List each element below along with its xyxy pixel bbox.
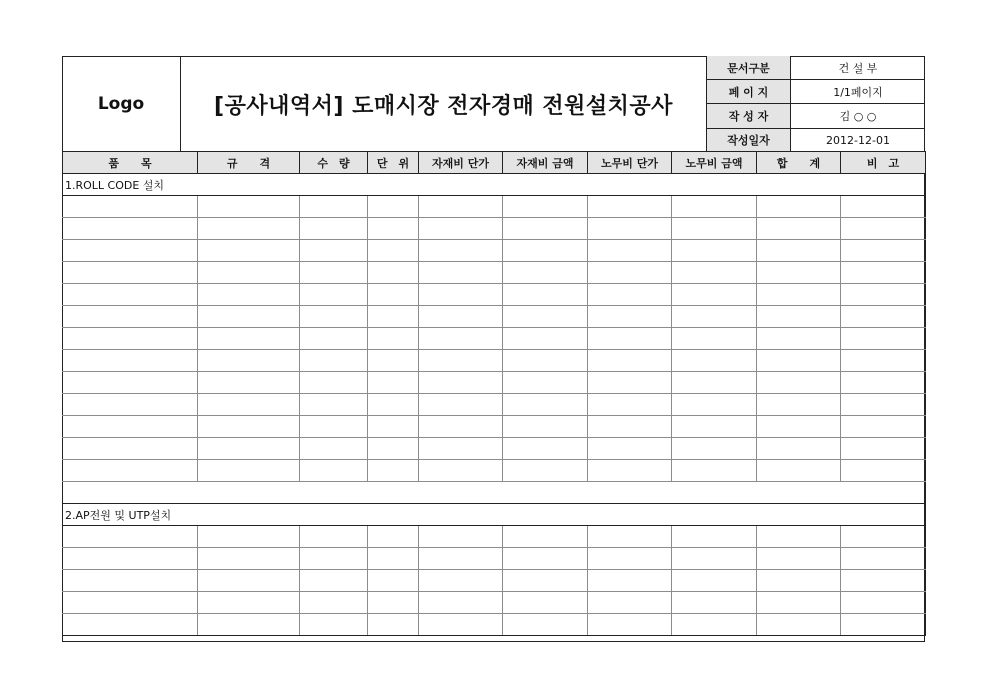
table-cell <box>588 570 672 592</box>
info-value: 1/1페이지 <box>791 80 926 104</box>
column-header-row <box>63 152 926 174</box>
table-cell <box>419 284 503 306</box>
table-cell <box>368 262 419 284</box>
table-cell <box>672 306 757 328</box>
table-cell <box>588 592 672 614</box>
table-cell <box>63 460 198 482</box>
table-cell <box>198 306 300 328</box>
table-cell <box>841 284 926 306</box>
table-cell <box>588 372 672 394</box>
table-cell <box>672 240 757 262</box>
table-cell <box>419 218 503 240</box>
table-cell <box>588 460 672 482</box>
table-cell <box>300 526 368 548</box>
table-row <box>63 196 926 218</box>
table-cell <box>63 570 198 592</box>
table-cell <box>672 262 757 284</box>
info-label: 작성일자 <box>707 128 791 152</box>
table-cell <box>419 394 503 416</box>
table-cell <box>63 614 198 636</box>
table-cell <box>841 262 926 284</box>
table-cell <box>419 592 503 614</box>
table-cell <box>672 350 757 372</box>
table-cell <box>672 438 757 460</box>
table-cell <box>841 196 926 218</box>
table-cell <box>588 218 672 240</box>
table-cell <box>503 328 588 350</box>
table-cell <box>503 350 588 372</box>
table-cell <box>757 284 841 306</box>
table-cell <box>300 592 368 614</box>
table-cell <box>757 570 841 592</box>
table-cell <box>300 460 368 482</box>
table-cell <box>63 592 198 614</box>
table-cell <box>503 526 588 548</box>
table-cell <box>419 328 503 350</box>
table-cell <box>419 460 503 482</box>
table-cell <box>300 372 368 394</box>
table-cell <box>368 438 419 460</box>
table-cell <box>672 548 757 570</box>
column-header-quantity: 수 량 <box>300 152 368 174</box>
document-header <box>62 56 925 152</box>
table-cell <box>198 372 300 394</box>
table-row <box>63 548 926 570</box>
table-cell <box>841 350 926 372</box>
table-cell <box>198 592 300 614</box>
table-cell <box>300 416 368 438</box>
logo: Logo <box>62 56 181 152</box>
table-cell <box>198 262 300 284</box>
table-cell <box>300 218 368 240</box>
table-cell <box>63 328 198 350</box>
table-cell <box>419 548 503 570</box>
table-cell <box>757 548 841 570</box>
table-cell <box>368 306 419 328</box>
table-row <box>63 570 926 592</box>
table-cell <box>672 526 757 548</box>
table-cell <box>672 218 757 240</box>
table-cell <box>503 438 588 460</box>
table-cell <box>63 394 198 416</box>
table-cell <box>757 218 841 240</box>
table-cell <box>368 284 419 306</box>
document-info-table <box>706 56 925 152</box>
table-cell <box>672 372 757 394</box>
table-cell <box>503 218 588 240</box>
table-cell <box>368 592 419 614</box>
table-cell <box>368 372 419 394</box>
table-cell <box>300 262 368 284</box>
table-cell <box>503 262 588 284</box>
table-cell <box>757 592 841 614</box>
table-cell <box>757 438 841 460</box>
table-cell <box>300 438 368 460</box>
info-label: 문서구분 <box>707 56 791 80</box>
table-cell <box>63 262 198 284</box>
table-cell <box>672 460 757 482</box>
column-header-item: 품 목 <box>63 152 198 174</box>
table-row <box>63 526 926 548</box>
table-cell <box>757 394 841 416</box>
table-cell <box>419 438 503 460</box>
table-cell <box>672 284 757 306</box>
section-row <box>63 174 926 196</box>
table-cell <box>419 372 503 394</box>
table-cell <box>419 526 503 548</box>
table-cell <box>419 350 503 372</box>
table-cell <box>368 570 419 592</box>
table-cell <box>841 438 926 460</box>
table-cell <box>368 240 419 262</box>
section-row <box>63 504 926 526</box>
section-title: 1.ROLL CODE 설치 <box>63 174 926 196</box>
table-cell <box>503 240 588 262</box>
table-cell <box>198 438 300 460</box>
spacer-cell <box>63 482 926 504</box>
table-row <box>63 394 926 416</box>
table-cell <box>198 328 300 350</box>
table-cell <box>419 416 503 438</box>
table-cell <box>757 372 841 394</box>
table-cell <box>198 416 300 438</box>
table-cell <box>368 416 419 438</box>
table-cell <box>757 614 841 636</box>
table-cell <box>841 240 926 262</box>
table-cell <box>841 328 926 350</box>
table-row <box>63 262 926 284</box>
table-cell <box>198 526 300 548</box>
table-cell <box>841 614 926 636</box>
table-cell <box>198 570 300 592</box>
table-cell <box>198 196 300 218</box>
table-cell <box>300 196 368 218</box>
table-cell <box>503 306 588 328</box>
info-row-page <box>707 80 926 104</box>
table-cell <box>841 548 926 570</box>
table-row <box>63 416 926 438</box>
column-header-material-amount: 자재비 금액 <box>503 152 588 174</box>
column-header-total: 합 계 <box>757 152 841 174</box>
table-cell <box>368 350 419 372</box>
table-cell <box>503 394 588 416</box>
table-cell <box>63 548 198 570</box>
table-cell <box>588 416 672 438</box>
table-cell <box>503 372 588 394</box>
table-cell <box>198 394 300 416</box>
spacer-row <box>63 482 926 504</box>
info-label: 작 성 자 <box>707 104 791 128</box>
column-header-labor-amount: 노무비 금액 <box>672 152 757 174</box>
table-cell <box>300 548 368 570</box>
table-cell <box>368 548 419 570</box>
table-cell <box>588 526 672 548</box>
table-cell <box>300 614 368 636</box>
table-cell <box>588 284 672 306</box>
column-header-labor-unit-price: 노무비 단가 <box>588 152 672 174</box>
table-cell <box>841 306 926 328</box>
table-cell <box>757 526 841 548</box>
table-cell <box>841 526 926 548</box>
table-cell <box>672 570 757 592</box>
table-cell <box>63 372 198 394</box>
table-cell <box>198 548 300 570</box>
table-cell <box>419 570 503 592</box>
table-row <box>63 284 926 306</box>
table-cell <box>368 614 419 636</box>
table-cell <box>198 240 300 262</box>
table-cell <box>198 284 300 306</box>
table-cell <box>63 196 198 218</box>
table-cell <box>757 262 841 284</box>
table-row <box>63 614 926 636</box>
table-cell <box>588 306 672 328</box>
table-cell <box>672 592 757 614</box>
info-label: 페 이 지 <box>707 80 791 104</box>
table-cell <box>841 218 926 240</box>
table-cell <box>63 306 198 328</box>
table-cell <box>63 284 198 306</box>
table-cell <box>419 196 503 218</box>
table-cell <box>368 196 419 218</box>
column-header-material-unit-price: 자재비 단가 <box>419 152 503 174</box>
table-cell <box>368 218 419 240</box>
table-cell <box>300 284 368 306</box>
table-cell <box>757 350 841 372</box>
table-cell <box>300 394 368 416</box>
table-cell <box>419 306 503 328</box>
table-cell <box>198 460 300 482</box>
table-cell <box>672 394 757 416</box>
document-title: [공사내역서] 도매시장 전자경매 전원설치공사 <box>214 93 673 119</box>
table-cell <box>368 526 419 548</box>
table-row <box>63 592 926 614</box>
table-row <box>63 306 926 328</box>
info-value: 김 ○ ○ <box>791 104 926 128</box>
table-cell <box>672 416 757 438</box>
table-cell <box>588 548 672 570</box>
table-cell <box>419 614 503 636</box>
table-cell <box>63 438 198 460</box>
info-row-category <box>707 56 926 80</box>
table-cell <box>757 416 841 438</box>
table-cell <box>588 328 672 350</box>
info-row-author <box>707 104 926 128</box>
table-cell <box>841 570 926 592</box>
table-cell <box>588 196 672 218</box>
table-row <box>63 460 926 482</box>
table-cell <box>588 438 672 460</box>
table-cell <box>198 614 300 636</box>
table-cell <box>503 460 588 482</box>
column-header-spec: 규 격 <box>198 152 300 174</box>
table-row <box>63 218 926 240</box>
table-cell <box>672 328 757 350</box>
table-row <box>63 438 926 460</box>
table-cell <box>198 350 300 372</box>
table-cell <box>63 416 198 438</box>
table-cell <box>503 548 588 570</box>
table-cell <box>503 614 588 636</box>
table-cell <box>198 218 300 240</box>
table-cell <box>300 328 368 350</box>
table-cell <box>419 240 503 262</box>
table-cell <box>63 350 198 372</box>
table-cell <box>841 460 926 482</box>
cost-detail-table <box>62 151 926 636</box>
info-value: 2012-12-01 <box>791 128 926 152</box>
table-cell <box>300 570 368 592</box>
table-cell <box>757 328 841 350</box>
table-cell <box>300 350 368 372</box>
table-cell <box>300 306 368 328</box>
table-cell <box>588 240 672 262</box>
table-cell <box>419 262 503 284</box>
table-cell <box>368 394 419 416</box>
info-row-date <box>707 128 926 152</box>
table-cell <box>503 592 588 614</box>
table-cell <box>672 196 757 218</box>
info-value: 건 설 부 <box>791 56 926 80</box>
column-header-remarks: 비 고 <box>841 152 926 174</box>
table-cell <box>503 196 588 218</box>
table-cell <box>757 460 841 482</box>
table-cell <box>841 394 926 416</box>
table-cell <box>63 526 198 548</box>
table-row <box>63 240 926 262</box>
column-header-unit: 단 위 <box>368 152 419 174</box>
table-cell <box>368 460 419 482</box>
table-row <box>63 328 926 350</box>
section-title: 2.AP전원 및 UTP설치 <box>63 504 926 526</box>
table-cell <box>503 284 588 306</box>
table-row <box>63 372 926 394</box>
table-cell <box>588 394 672 416</box>
table-cell <box>63 240 198 262</box>
table-cell <box>841 416 926 438</box>
table-cell <box>588 262 672 284</box>
table-cell <box>503 570 588 592</box>
table-cell <box>757 240 841 262</box>
table-cell <box>757 196 841 218</box>
table-cell <box>503 416 588 438</box>
table-cell <box>672 614 757 636</box>
table-row <box>63 350 926 372</box>
table-cell <box>300 240 368 262</box>
table-cell <box>841 372 926 394</box>
table-cell <box>368 328 419 350</box>
table-cell <box>757 306 841 328</box>
table-cell <box>63 218 198 240</box>
table-cell <box>841 592 926 614</box>
table-cell <box>588 614 672 636</box>
table-cell <box>588 350 672 372</box>
